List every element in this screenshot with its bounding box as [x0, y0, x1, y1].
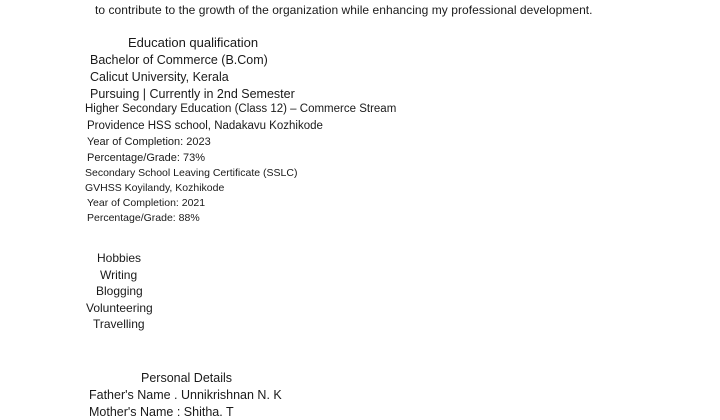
hobby-item: Travelling: [93, 317, 145, 331]
higher-secondary-year: Year of Completion: 2023: [87, 136, 211, 148]
higher-secondary-grade: Percentage/Grade: 73%: [87, 152, 206, 164]
degree-status: Pursuing | Currently in 2nd Semester: [90, 87, 295, 101]
sslc-year: Year of Completion: 2021: [87, 197, 206, 209]
higher-secondary-school: Providence HSS school, Nadakavu Kozhikode: [87, 120, 323, 132]
sslc-school: GVHSS Koyilandy, Kozhikode: [85, 182, 225, 194]
sslc-grade: Percentage/Grade: 88%: [87, 212, 200, 224]
father-name: Father's Name . Unnikrishnan N. K: [89, 388, 282, 402]
sslc-title: Secondary School Leaving Certificate (SSLC): [85, 167, 298, 179]
hobby-item: Writing: [100, 268, 138, 282]
mother-name: Mother's Name : Shitha. T: [89, 405, 234, 419]
hobby-item: Blogging: [96, 284, 143, 298]
career-objective-text: to contribute to the growth of the organization while enhancing my professional development.: [95, 3, 593, 17]
degree-name: Bachelor of Commerce (B.Com): [90, 53, 268, 67]
hobby-item: Volunteering: [86, 301, 153, 315]
higher-secondary-title: Higher Secondary Education (Class 12) – Commerce Stream: [85, 103, 397, 115]
education-heading: Education qualification: [128, 35, 259, 50]
university-name: Calicut University, Kerala: [90, 70, 229, 84]
personal-details-heading: Personal Details: [141, 371, 233, 385]
hobbies-heading: Hobbies: [97, 251, 142, 265]
